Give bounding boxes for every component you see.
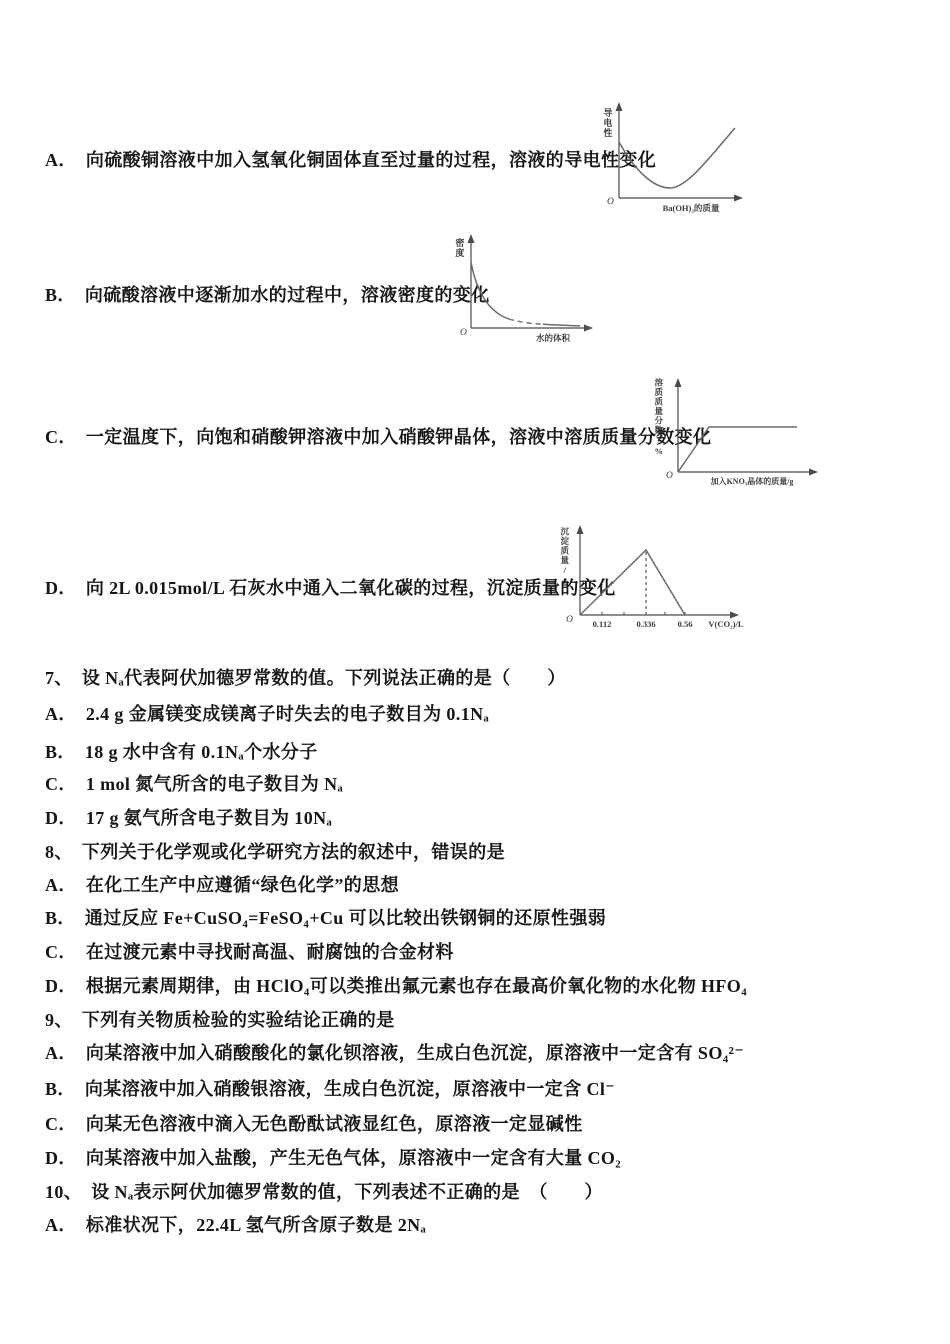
question-7-option-c <box>45 772 343 796</box>
chart-density <box>447 228 597 348</box>
x-tick-label: 0.336 <box>636 619 656 629</box>
question-text: 设 Nₐ表示阿伏加德罗常数的值，下列表述不正确的是 （ ） <box>91 1182 603 1202</box>
y-axis-label: 密度 <box>454 238 465 258</box>
density-curve-tail <box>543 324 580 326</box>
option-label: C． <box>45 774 77 794</box>
y-axis-arrow <box>616 102 623 111</box>
x-axis-arrow <box>734 195 743 202</box>
option-label: D． <box>45 578 77 598</box>
option-text: 向某溶液中加入硝酸银溶液，生成白色沉淀，原溶液中一定含 Cl⁻ <box>84 1079 616 1099</box>
option-label: D． <box>45 1148 77 1168</box>
x-axis-arrow <box>584 325 593 332</box>
option-label: C． <box>45 1114 77 1134</box>
question-8-option-a <box>45 873 399 897</box>
question-9-option-b <box>45 1077 615 1101</box>
option-label: A． <box>45 150 77 170</box>
y-axis-label: 溶质质量分数/% <box>653 378 664 457</box>
question-8-option-c <box>45 940 454 964</box>
y-axis-arrow <box>468 234 475 243</box>
x-axis-label: Ba(OH)₂的质量 <box>662 203 720 213</box>
question-text: 下列关于化学观或化学研究方法的叙述中，错误的是 <box>81 842 506 862</box>
x-axis-arrow <box>730 612 739 619</box>
conductivity-curve <box>619 128 735 188</box>
option-line-6a <box>45 148 656 172</box>
x-tick-label: 0.112 <box>592 619 612 629</box>
option-text: 标准状况下，22.4L 氢气所含原子数是 2Nₐ <box>85 1215 427 1235</box>
option-label: D． <box>45 976 77 996</box>
x-tick-label: 0.56 <box>677 619 693 629</box>
question-8-option-d <box>45 974 747 998</box>
option-text: 根据元素周期律，由 HClO₄可以类推出氟元素也存在最高价氧化物的水化物 HFO₄ <box>85 976 748 996</box>
option-text: 向硫酸溶液中逐渐加水的过程中，溶液密度的变化 <box>84 285 490 305</box>
chart-conductivity <box>597 96 747 218</box>
option-label: B． <box>45 742 76 762</box>
question-9-option-d <box>45 1146 621 1170</box>
option-text: 向 2L 0.015mol/L 石灰水中通入二氧化碳的过程，沉淀质量的变化 <box>85 578 616 598</box>
question-7-option-b <box>45 740 318 764</box>
question-9-option-a <box>45 1041 744 1065</box>
chart-conductivity-svg <box>597 96 747 218</box>
question-text: 下列有关物质检验的实验结论正确的是 <box>81 1010 395 1030</box>
option-label: A． <box>45 1043 77 1063</box>
option-label: A． <box>45 1215 77 1235</box>
option-label: A． <box>45 704 77 724</box>
question-8-option-b <box>45 906 606 930</box>
y-axis-arrow <box>577 525 584 534</box>
question-number: 7、 <box>45 668 73 688</box>
precipitate-curve <box>580 550 685 615</box>
option-text: 2.4 g 金属镁变成镁离子时失去的电子数目为 0.1Nₐ <box>85 704 490 724</box>
option-text: 17 g 氨气所含电子数目为 10Nₐ <box>85 808 333 828</box>
question-7-option-a <box>45 702 489 726</box>
question-number: 10、 <box>45 1182 83 1202</box>
option-text: 在过渡元素中寻找耐高温、耐腐蚀的合金材料 <box>85 942 454 962</box>
origin-label: O <box>607 197 614 207</box>
option-line-6d <box>45 576 616 600</box>
option-label: B． <box>45 908 76 928</box>
origin-label: O <box>460 328 467 338</box>
question-8-stem <box>45 840 505 864</box>
option-text: 向某溶液中加入盐酸，产生无色气体，原溶液中一定含有大量 CO₂ <box>85 1148 622 1168</box>
mass-fraction-line <box>678 427 797 472</box>
question-number: 8、 <box>45 842 73 862</box>
option-label: D． <box>45 808 77 828</box>
chart-mass-fraction <box>650 370 825 492</box>
density-curve-solid <box>471 262 509 319</box>
option-label: B． <box>45 285 76 305</box>
option-text: 18 g 水中含有 0.1Nₐ个水分子 <box>84 742 318 762</box>
origin-label: O <box>566 615 573 625</box>
option-text: 向某溶液中加入硝酸酸化的氯化钡溶液，生成白色沉淀，原溶液中一定含有 SO₄²⁻ <box>85 1043 745 1063</box>
y-axis-label: 导电性 <box>602 108 613 138</box>
x-axis-arrow <box>809 469 818 476</box>
chart-mass-fraction-svg <box>650 370 825 492</box>
y-axis-label: 沉淀质量/g <box>559 527 570 587</box>
option-line-6c <box>45 425 711 449</box>
question-9-option-c <box>45 1112 583 1136</box>
x-axis-label: 加入KNO₃晶体的质量/g <box>710 477 794 486</box>
option-text: 一定温度下，向饱和硝酸钾溶液中加入硝酸钾晶体，溶液中溶质质量分数变化 <box>85 427 712 447</box>
question-9-stem <box>45 1008 395 1032</box>
question-text: 设 Nₐ代表阿伏加德罗常数的值。下列说法正确的是（ ） <box>81 668 566 688</box>
option-text: 通过反应 Fe+CuSO₄=FeSO₄+Cu 可以比较出铁钢铜的还原性强弱 <box>84 908 607 928</box>
question-10-option-a <box>45 1213 426 1237</box>
question-7-stem <box>45 666 566 690</box>
option-text: 向某无色溶液中滴入无色酚酞试液显红色，原溶液一定显碱性 <box>85 1114 583 1134</box>
option-label: A． <box>45 875 77 895</box>
x-axis-label: V(CO₂)/L <box>708 619 744 629</box>
option-text: 向硫酸铜溶液中加入氢氧化铜固体直至过量的过程，溶液的导电性变化 <box>85 150 657 170</box>
option-line-6b <box>45 283 490 307</box>
x-axis-label: 水的体积 <box>535 333 570 343</box>
option-text: 1 mol 氮气所含的电子数目为 Nₐ <box>85 774 344 794</box>
chart-density-svg <box>447 228 597 348</box>
question-number: 9、 <box>45 1010 73 1030</box>
chart-precipitate <box>554 517 750 641</box>
option-text: 在化工生产中应遵循“绿色化学”的思想 <box>85 875 400 895</box>
question-10-stem <box>45 1180 603 1204</box>
question-7-option-d <box>45 806 332 830</box>
density-curve-dashed <box>509 319 543 324</box>
y-axis-arrow <box>675 378 682 387</box>
option-label: C． <box>45 942 77 962</box>
option-label: B． <box>45 1079 76 1099</box>
option-label: C． <box>45 427 77 447</box>
origin-label: O <box>666 471 673 481</box>
